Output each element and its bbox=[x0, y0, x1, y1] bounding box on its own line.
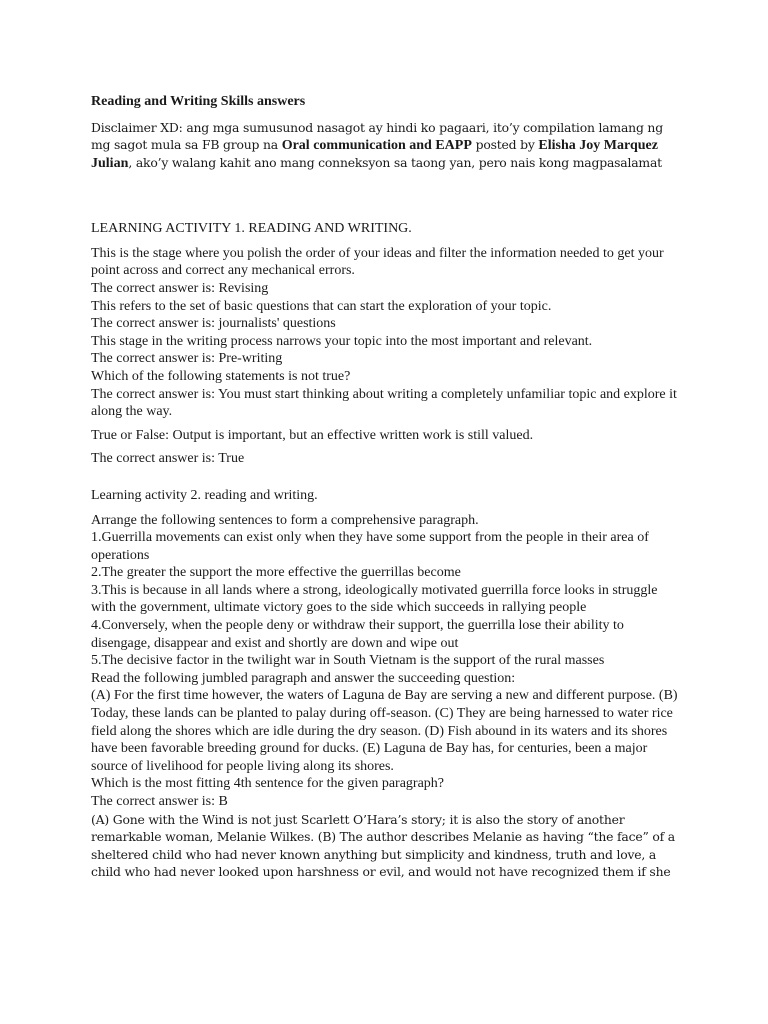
activity2-block bbox=[91, 512, 681, 881]
answer-2: The correct answer is: journalists' questions bbox=[91, 316, 336, 332]
disclaimer-text-3: , ako’y walang kahit ano mang conneksyon sa taong yan, pero nais kong magpasalamat bbox=[128, 155, 662, 170]
answer-3: The correct answer is: Pre-writing bbox=[91, 351, 283, 367]
sentence-2: 2.The greater the support the more effective the guerrillas become bbox=[91, 565, 461, 581]
question-4: Which of the following statements is not true? bbox=[91, 368, 351, 384]
answer-4th-sentence: The correct answer is: B bbox=[91, 794, 228, 810]
question-1: This is the stage where you polish the order of your ideas and filter the information needed to get your point across and correct any mechanical errors. bbox=[91, 245, 664, 279]
instruction-arrange: Arrange the following sentences to form a comprehensive paragraph. bbox=[91, 512, 479, 528]
document-title: Reading and Writing Skills answers bbox=[91, 94, 306, 109]
activity1-heading: LEARNING ACTIVITY 1. READING AND WRITING. bbox=[91, 221, 412, 237]
question-4th-sentence: Which is the most fitting 4th sentence for the given paragraph? bbox=[91, 776, 445, 792]
sentence-5: 5.The decisive factor in the twilight war in South Vietnam is the support of the rural masses bbox=[91, 653, 605, 669]
disclaimer-paragraph bbox=[91, 119, 681, 173]
disclaimer-text-2: posted by bbox=[471, 136, 539, 152]
sentence-1: 1.Guerrilla movements can exist only when they have some support from the people in their area of operations bbox=[91, 530, 649, 563]
instruction-jumbled: Read the following jumbled paragraph and answer the succeeding question: bbox=[91, 670, 516, 686]
tf-question: True or False: Output is important, but an effective written work is still valued. bbox=[91, 427, 534, 443]
gone-with-the-wind-paragraph: (A) Gone with the Wind is not just Scarlett O’Hara’s story; it is also the story of another remarkable woman, Melanie Wilkes. (B) The author describes Melanie as having “the face” of a sheltered child who had never known anything but simplicity and kindness, truth and love, a child who had never looked upon harshness or evil, and would not have recognized them if she bbox=[91, 811, 675, 880]
sentence-3: 3.This is because in all lands where a strong, ideologically motivated guerrilla force looks in struggle with the government, ultimate victory goes to the side which succeeds in rallying people bbox=[91, 582, 658, 616]
question-2: This refers to the set of basic questions that can start the exploration of your topic. bbox=[91, 298, 552, 314]
disclaimer-text-1: Disclaimer XD: ang mga sumusunod nasagot ay hindi ko pagaari, ito’y compilation lamang ng mg sagot mula sa FB group na bbox=[91, 119, 663, 152]
author-name: Elisha Joy Marquez Julian bbox=[91, 137, 658, 171]
activity1-block bbox=[91, 245, 681, 421]
question-3: This stage in the writing process narrows your topic into the most important and relevant. bbox=[91, 333, 593, 349]
document-page bbox=[91, 93, 681, 881]
answer-1: The correct answer is: Revising bbox=[91, 280, 269, 296]
sentence-4: 4.Conversely, when the people deny or withdraw their support, the guerrilla lose their ability to disengage, disappear and exist and shortly are down and wipe out bbox=[91, 618, 624, 651]
jumbled-paragraph: (A) For the first time however, the waters of Laguna de Bay are serving a new and different purpose. (B) Today, these lands can be planted to palay during off-season. (C) They are being harnessed to water rice field along the shores which are idle during the dry season. (D) Fish abound in its waters and its shores have been favorable breeding ground for ducks. (E) Laguna de Bay has, for centuries, been a major source of livelihood for people living along its shores. bbox=[91, 688, 678, 774]
group-name: Oral communication and EAPP bbox=[281, 137, 472, 153]
activity2-heading: Learning activity 2. reading and writing. bbox=[91, 487, 318, 503]
answer-4: The correct answer is: You must start thinking about writing a completely unfamiliar topic and explore it along the way. bbox=[91, 386, 677, 420]
tf-answer: The correct answer is: True bbox=[91, 451, 245, 467]
